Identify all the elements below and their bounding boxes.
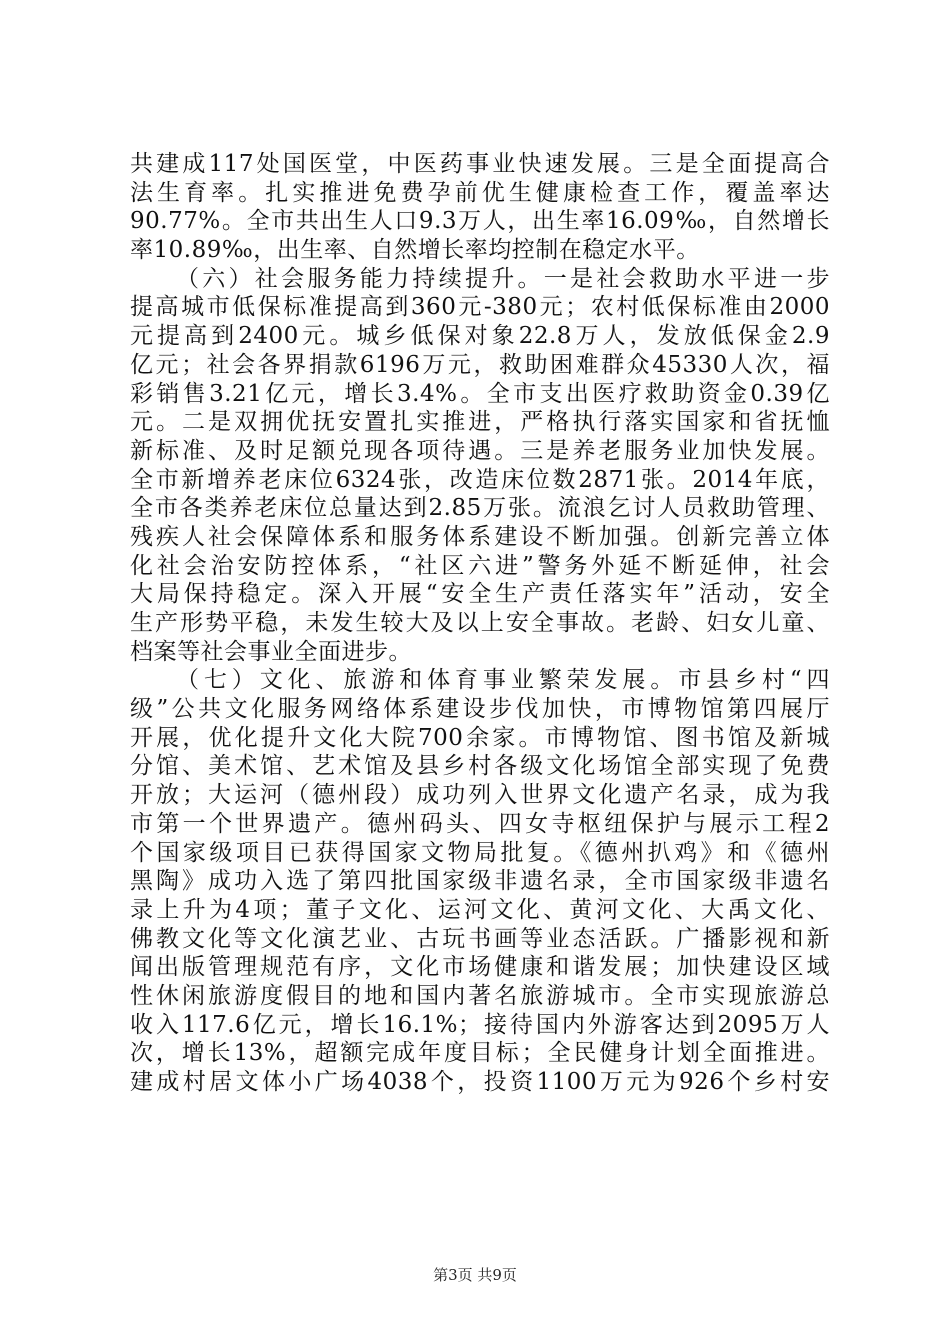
- text-line: 分馆、美术馆、艺术馆及县乡村各级文化场馆全部实现了免费: [130, 753, 830, 780]
- text-line: 法生育率。扎实推进免费孕前优生健康检查工作，覆盖率达: [130, 179, 830, 206]
- text-line: 90.77%。全市共出生人口9.3万人，出生率16.09‰，自然增长: [130, 208, 830, 235]
- page-footer: 第3页 共9页: [433, 1266, 517, 1284]
- text-line: （七）文化、旅游和体育事业繁荣发展。市县乡村“四: [176, 667, 830, 694]
- text-line: 闻出版管理规范有序，文化市场健康和谐发展；加快建设区域: [130, 954, 830, 981]
- text-line: 率10.89‰，出生率、自然增长率均控制在稳定水平。: [130, 237, 700, 264]
- text-line: 佛教文化等文化演艺业、古玩书画等业态活跃。广播影视和新: [130, 925, 830, 952]
- text-line: （六）社会服务能力持续提升。一是社会救助水平进一步: [176, 265, 830, 292]
- text-line: 残疾人社会保障体系和服务体系建设不断加强。创新完善立体: [130, 523, 830, 550]
- text-line: 化社会治安防控体系，“社区六进”警务外延不断延伸，社会: [130, 552, 830, 579]
- text-line: 亿元；社会各界捐款6196万元，救助困难群众45330人次，福: [130, 351, 830, 378]
- text-line: 元提高到2400元。城乡低保对象22.8万人，发放低保金2.9: [130, 323, 830, 350]
- text-line: 生产形势平稳，未发生较大及以上安全事故。老龄、妇女儿童、: [130, 610, 830, 636]
- text-line: 次，增长13%，超额完成年度目标；全民健身计划全面推进。: [130, 1040, 830, 1067]
- text-line: 市第一个世界遗产。德州码头、四女寺枢纽保护与展示工程2: [130, 810, 830, 837]
- text-line: 开展，优化提升文化大院700余家。市博物馆、图书馆及新城: [130, 724, 830, 751]
- text-line: 建成村居文体小广场4038个，投资1100万元为926个乡村安: [130, 1069, 830, 1095]
- body-text: [130, 150, 830, 1097]
- text-line: 黑陶》成功入选了第四批国家级非遗名录，全市国家级非遗名: [130, 868, 830, 895]
- text-line: 全市新增养老床位6324张，改造床位数2871张。2014年底，: [130, 466, 830, 493]
- text-line: 全市各类养老床位总量达到2.85万张。流浪乞讨人员救助管理、: [130, 495, 830, 522]
- text-line: 大局保持稳定。深入开展“安全生产责任落实年”活动，安全: [130, 581, 830, 608]
- text-line: 提高城市低保标准提高到360元-380元；农村低保标准由2000: [130, 294, 830, 321]
- text-line: 性休闲旅游度假目的地和国内著名旅游城市。全市实现旅游总: [130, 982, 830, 1009]
- text-line: 元。二是双拥优抚安置扎实推进，严格执行落实国家和省抚恤: [130, 409, 830, 436]
- text-line: 彩销售3.21亿元，增长3.4%。全市支出医疗救助资金0.39亿: [130, 380, 830, 407]
- text-line: 新标准、及时足额兑现各项待遇。三是养老服务业加快发展。: [130, 437, 830, 464]
- text-line: 共建成117处国医堂，中医药事业快速发展。三是全面提高合: [130, 151, 830, 177]
- text-line: 开放；大运河（德州段）成功列入世界文化遗产名录，成为我: [130, 782, 830, 809]
- text-line: 录上升为4项；董子文化、运河文化、黄河文化、大禹文化、: [130, 896, 830, 923]
- text-line: 收入117.6亿元，增长16.1%；接待国内外游客达到2095万人: [130, 1011, 830, 1038]
- text-line: 级”公共文化服务网络体系建设步伐加快，市博物馆第四展厅: [130, 696, 830, 723]
- text-line: 档案等社会事业全面进步。: [130, 638, 412, 665]
- text-line: 个国家级项目已获得国家文物局批复。《德州扒鸡》和《德州: [130, 839, 830, 866]
